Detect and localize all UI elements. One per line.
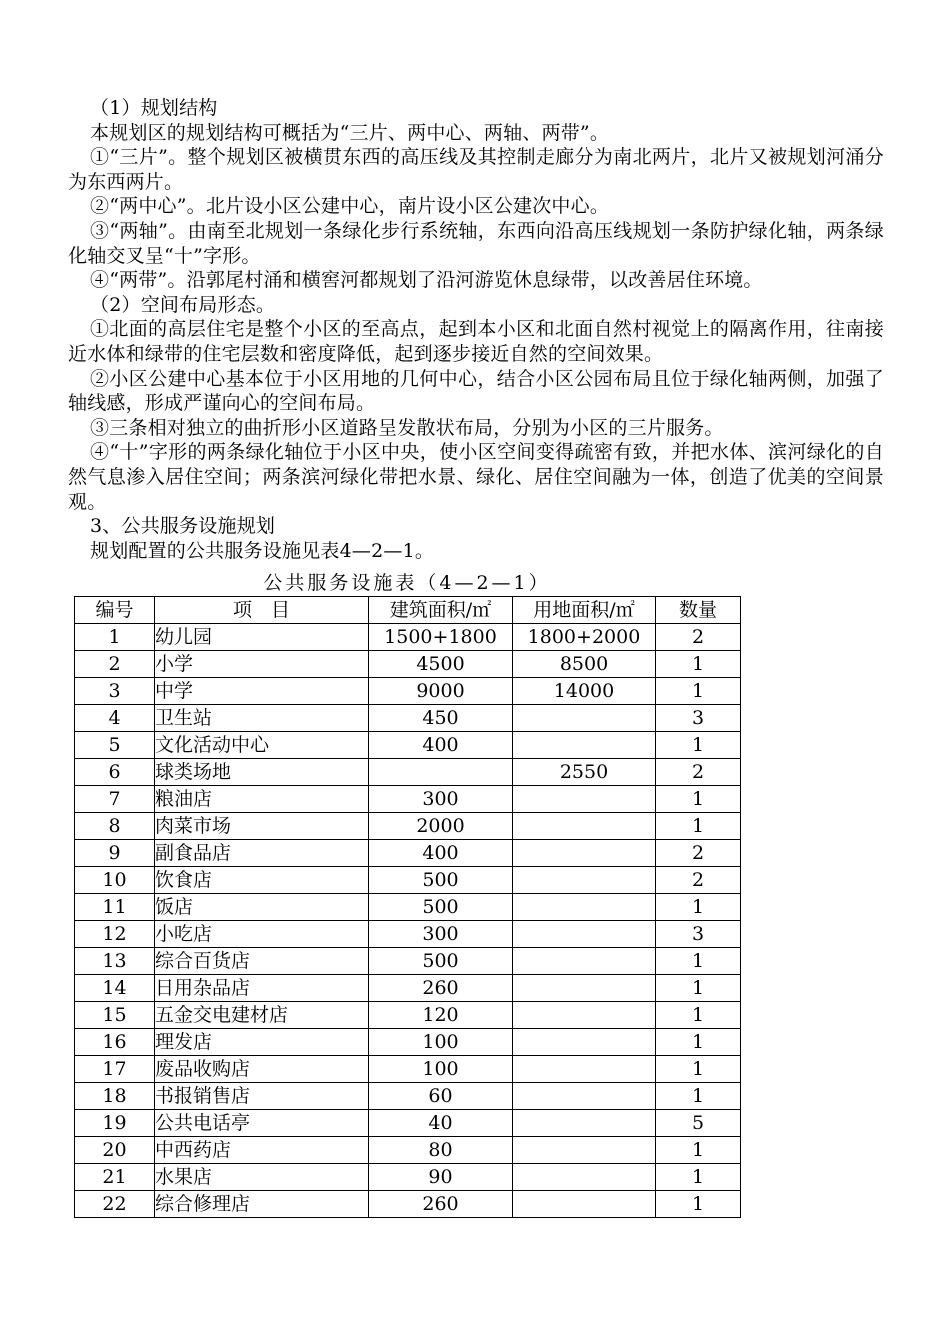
cell-quantity: 2 <box>656 759 741 786</box>
table-row <box>75 1029 741 1056</box>
paragraph-structure-summary: 本规划区的规划结构可概括为“三片、两中心、两轴、两带”。 <box>90 121 610 144</box>
cell-quantity: 1 <box>656 1083 741 1110</box>
cell-number: 4 <box>75 705 155 732</box>
cell-item: 废品收购店 <box>155 1056 369 1083</box>
cell-item: 综合百货店 <box>155 948 369 975</box>
header-quantity: 数量 <box>656 597 741 624</box>
cell-quantity: 3 <box>656 921 741 948</box>
cell-number: 20 <box>75 1137 155 1164</box>
table-row <box>75 1056 741 1083</box>
cell-quantity: 5 <box>656 1110 741 1137</box>
table-row <box>75 975 741 1002</box>
cell-number: 15 <box>75 1002 155 1029</box>
paragraph-two-centers: ②“两中心”。北片设小区公建中心，南片设小区公建次中心。 <box>90 195 610 218</box>
cell-quantity: 3 <box>656 705 741 732</box>
table-row <box>75 732 741 759</box>
cell-number: 11 <box>75 894 155 921</box>
cell-land-area: 8500 <box>513 651 656 678</box>
table-row <box>75 624 741 651</box>
table-row <box>75 651 741 678</box>
cell-item: 书报销售店 <box>155 1083 369 1110</box>
header-building-area: 建筑面积/㎡ <box>369 597 513 624</box>
table-row <box>75 813 741 840</box>
heading-planning-structure: （1）规划结构 <box>90 97 218 119</box>
cell-land-area <box>513 894 656 921</box>
cell-number: 19 <box>75 1110 155 1137</box>
cell-land-area <box>513 786 656 813</box>
cell-quantity: 1 <box>656 786 741 813</box>
cell-building-area: 4500 <box>369 651 513 678</box>
cell-land-area <box>513 732 656 759</box>
cell-quantity: 2 <box>656 624 741 651</box>
table-row <box>75 840 741 867</box>
paragraph-two-axes: ③“两轴”。由南至北规划一条绿化步行系统轴，东西向沿高压线规划一条防护绿化轴，两条绿化轴交叉呈“十”字形。 <box>68 219 884 267</box>
cell-building-area: 260 <box>369 1191 513 1218</box>
cell-item: 五金交电建材店 <box>155 1002 369 1029</box>
table-body <box>75 624 741 1218</box>
cell-building-area: 1500+1800 <box>369 624 513 651</box>
table-row <box>75 867 741 894</box>
cell-number: 1 <box>75 624 155 651</box>
cell-item: 水果店 <box>155 1164 369 1191</box>
cell-item: 幼儿园 <box>155 624 369 651</box>
header-number: 编号 <box>75 597 155 624</box>
cell-building-area: 500 <box>369 867 513 894</box>
cell-land-area <box>513 813 656 840</box>
cell-item: 综合修理店 <box>155 1191 369 1218</box>
table-header-row <box>75 597 741 624</box>
cell-quantity: 1 <box>656 1164 741 1191</box>
cell-building-area: 500 <box>369 894 513 921</box>
cell-item: 小学 <box>155 651 369 678</box>
table-row <box>75 894 741 921</box>
cell-land-area <box>513 1137 656 1164</box>
paragraph-spatial-3: ③三条相对独立的曲折形小区道路呈发散状布局，分别为小区的三片服务。 <box>90 416 724 439</box>
paragraph-spatial-4: ④“十”字形的两条绿化轴位于小区中央，使小区空间变得疏密有致，并把水体、滨河绿化的自然气息渗入居住空间；两条滨河绿化带把水景、绿化、居住空间融为一体，创造了优美的空间景观。 <box>68 441 884 513</box>
cell-number: 8 <box>75 813 155 840</box>
cell-land-area <box>513 948 656 975</box>
cell-land-area: 2550 <box>513 759 656 786</box>
table-row <box>75 921 741 948</box>
cell-building-area: 300 <box>369 786 513 813</box>
cell-quantity: 1 <box>656 1137 741 1164</box>
heading-public-facilities: 3、公共服务设施规划 <box>90 515 276 538</box>
body-text <box>68 96 884 563</box>
cell-building-area: 60 <box>369 1083 513 1110</box>
cell-item: 中学 <box>155 678 369 705</box>
cell-quantity: 1 <box>656 678 741 705</box>
cell-number: 17 <box>75 1056 155 1083</box>
cell-land-area: 14000 <box>513 678 656 705</box>
table-row <box>75 1191 741 1218</box>
cell-land-area <box>513 1191 656 1218</box>
cell-quantity: 1 <box>656 894 741 921</box>
cell-building-area: 400 <box>369 840 513 867</box>
cell-building-area: 90 <box>369 1164 513 1191</box>
cell-land-area <box>513 867 656 894</box>
cell-quantity: 1 <box>656 813 741 840</box>
table-caption: 公共服务设施表（4—2—1） <box>263 572 551 594</box>
cell-building-area: 300 <box>369 921 513 948</box>
cell-building-area: 9000 <box>369 678 513 705</box>
cell-item: 副食品店 <box>155 840 369 867</box>
header-item: 项 目 <box>155 597 369 624</box>
cell-item: 肉菜市场 <box>155 813 369 840</box>
cell-item: 球类场地 <box>155 759 369 786</box>
cell-item: 粮油店 <box>155 786 369 813</box>
cell-item: 理发店 <box>155 1029 369 1056</box>
cell-building-area: 260 <box>369 975 513 1002</box>
paragraph-two-belts: ④“两带”。沿郭尾村涌和横窖河都规划了沿河游览休息绿带，以改善居住环境。 <box>90 269 763 292</box>
cell-building-area: 500 <box>369 948 513 975</box>
cell-quantity: 1 <box>656 975 741 1002</box>
cell-number: 3 <box>75 678 155 705</box>
cell-land-area <box>513 1083 656 1110</box>
cell-land-area <box>513 1110 656 1137</box>
paragraph-spatial-2: ②小区公建中心基本位于小区用地的几何中心，结合小区公园布局且位于绿化轴两侧，加强了轴线感，形成严谨向心的空间布局。 <box>68 367 884 415</box>
cell-number: 12 <box>75 921 155 948</box>
cell-quantity: 1 <box>656 1056 741 1083</box>
cell-land-area <box>513 840 656 867</box>
cell-building-area <box>369 759 513 786</box>
cell-item: 中西药店 <box>155 1137 369 1164</box>
cell-land-area <box>513 975 656 1002</box>
cell-number: 7 <box>75 786 155 813</box>
cell-quantity: 1 <box>656 1191 741 1218</box>
cell-quantity: 1 <box>656 651 741 678</box>
cell-number: 13 <box>75 948 155 975</box>
cell-number: 10 <box>75 867 155 894</box>
heading-spatial-layout: （2）空间布局形态。 <box>90 293 276 316</box>
cell-quantity: 1 <box>656 1029 741 1056</box>
cell-number: 5 <box>75 732 155 759</box>
table-row <box>75 948 741 975</box>
cell-land-area: 1800+2000 <box>513 624 656 651</box>
cell-number: 22 <box>75 1191 155 1218</box>
table-row <box>75 678 741 705</box>
paragraph-spatial-1: ①北面的高层住宅是整个小区的至高点，起到本小区和北面自然村视觉上的隔离作用，往南接近水体和绿带的住宅层数和密度降低，起到逐步接近自然的空间效果。 <box>68 318 884 365</box>
cell-item: 小吃店 <box>155 921 369 948</box>
cell-number: 14 <box>75 975 155 1002</box>
cell-number: 2 <box>75 651 155 678</box>
table-row <box>75 1137 741 1164</box>
cell-land-area <box>513 1029 656 1056</box>
table-row <box>75 786 741 813</box>
table-row <box>75 1002 741 1029</box>
cell-number: 16 <box>75 1029 155 1056</box>
cell-number: 9 <box>75 840 155 867</box>
cell-building-area: 100 <box>369 1029 513 1056</box>
cell-land-area <box>513 1164 656 1191</box>
cell-quantity: 1 <box>656 1002 741 1029</box>
table-row <box>75 1164 741 1191</box>
cell-number: 6 <box>75 759 155 786</box>
table-row <box>75 759 741 786</box>
cell-number: 18 <box>75 1083 155 1110</box>
cell-building-area: 450 <box>369 705 513 732</box>
cell-building-area: 2000 <box>369 813 513 840</box>
table-row <box>75 1110 741 1137</box>
facilities-table <box>74 596 741 1218</box>
cell-item: 公共电话亭 <box>155 1110 369 1137</box>
table-row <box>75 1083 741 1110</box>
cell-item: 卫生站 <box>155 705 369 732</box>
cell-building-area: 80 <box>369 1137 513 1164</box>
cell-item: 饭店 <box>155 894 369 921</box>
header-land-area: 用地面积/㎡ <box>513 597 656 624</box>
cell-quantity: 1 <box>656 732 741 759</box>
cell-item: 文化活动中心 <box>155 732 369 759</box>
cell-quantity: 1 <box>656 948 741 975</box>
cell-building-area: 400 <box>369 732 513 759</box>
paragraph-three-zones: ①“三片”。整个规划区被横贯东西的高压线及其控制走廊分为南北两片，北片又被规划河涌分为东西两片。 <box>68 146 884 193</box>
cell-quantity: 2 <box>656 840 741 867</box>
table-row <box>75 705 741 732</box>
cell-quantity: 2 <box>656 867 741 894</box>
cell-land-area <box>513 1002 656 1029</box>
cell-land-area <box>513 921 656 948</box>
cell-building-area: 100 <box>369 1056 513 1083</box>
cell-building-area: 120 <box>369 1002 513 1029</box>
cell-building-area: 40 <box>369 1110 513 1137</box>
cell-number: 21 <box>75 1164 155 1191</box>
cell-item: 饮食店 <box>155 867 369 894</box>
cell-item: 日用杂品店 <box>155 975 369 1002</box>
paragraph-facilities-intro: 规划配置的公共服务设施见表4—2—1。 <box>90 539 435 562</box>
cell-land-area <box>513 1056 656 1083</box>
cell-land-area <box>513 705 656 732</box>
